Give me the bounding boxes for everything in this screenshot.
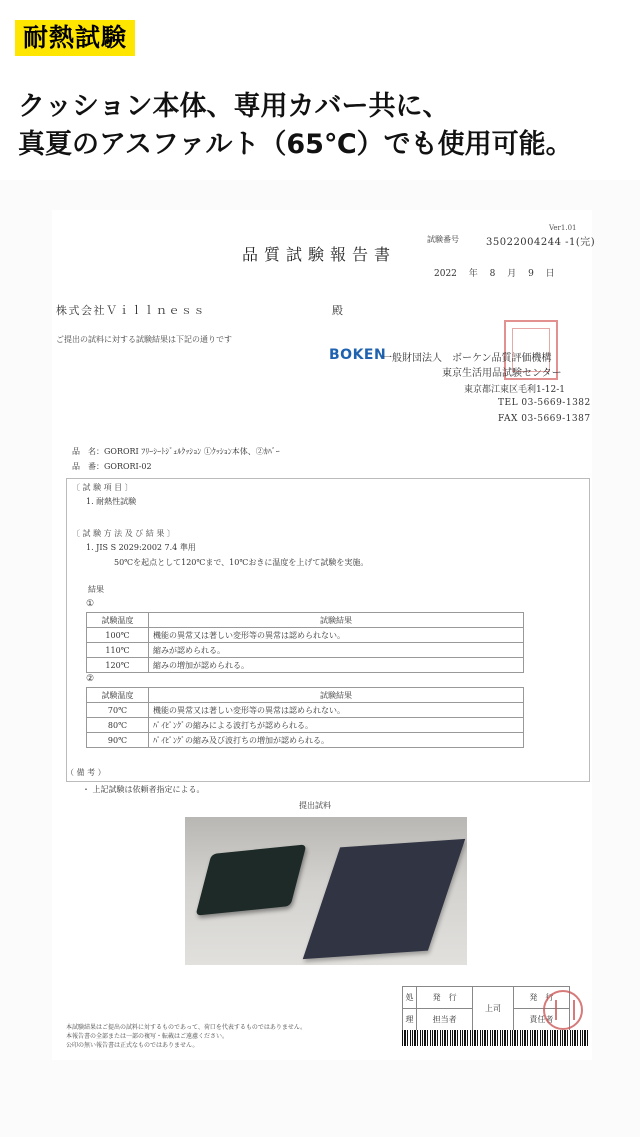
test-number-label: 試験番号 [427, 235, 459, 244]
cell-temp: 120℃ [87, 658, 149, 673]
organization-center: 東京生活用品試験センター [442, 368, 562, 379]
results-table-cushion [86, 612, 524, 673]
test-item-1: 1. 耐熱性試験 [86, 497, 137, 506]
table-row [87, 643, 524, 658]
stamp-dept-2: 理 [403, 1009, 417, 1031]
table-row [87, 628, 524, 643]
cell-result: ﾊﾟｲﾋﾟﾝｸﾞの縮みによる波打ちが認められる。 [149, 718, 524, 733]
remark-item: ・ 上記試験は依頼者指定による。 [82, 785, 205, 794]
stamp-manager: 上司 [473, 987, 514, 1031]
group-1-marker: ① [86, 599, 95, 609]
footnote-3: 公印の無い報告書は正式なものではありません。 [66, 1042, 199, 1049]
cell-result: 縮みが認められる。 [149, 643, 524, 658]
sample-label: 提出試料 [299, 801, 331, 810]
boken-logo: BOKEN [329, 347, 387, 363]
group-2-marker: ② [86, 674, 95, 684]
headline-line-1: クッション本体、専用カバー共に、 [18, 91, 450, 122]
addressee: 株式会社Ｖｉｌｌｎｅｓｓ [56, 304, 206, 317]
footnote-1: 本試験結果はご提出の試料に対するものであって、荷口を代表するものではありません。 [66, 1024, 307, 1031]
results-label: 結果 [88, 585, 104, 594]
footnote-2: 本報告書の全部または一部の複写・転載はご遠慮ください。 [66, 1033, 229, 1040]
header-temp: 試験温度 [87, 688, 149, 703]
stamp-issue: 発 行 [417, 987, 473, 1009]
intro-text: ご提出の試料に対する試験結果は下記の通りです [56, 335, 232, 344]
barcode [402, 1030, 590, 1046]
stamp-issue-2: 発 行 [513, 987, 569, 1009]
honorific: 殿 [332, 304, 343, 317]
stamp-dept: 処 [403, 987, 417, 1009]
section-test-items: 〔 試 験 項 目 〕 [72, 483, 133, 492]
cell-result: 機能の異常又は著しい変形等の異常は認められない。 [149, 703, 524, 718]
stamp-responsible: 責任者 [513, 1009, 569, 1031]
cell-temp: 80℃ [87, 718, 149, 733]
table-row [87, 703, 524, 718]
cell-temp: 90℃ [87, 733, 149, 748]
table-row [87, 733, 524, 748]
test-method-description: 50℃を起点として120℃まで、10℃おきに温度を上げて試験を実施。 [114, 558, 369, 567]
test-report-document [52, 210, 596, 1060]
header-result: 試験結果 [149, 613, 524, 628]
test-number: 35022004244 -1(完) [486, 237, 596, 248]
official-seal-round [543, 990, 583, 1030]
product-name: 品 名：GORORI ﾌﾘｰｼｰﾄｼﾞｪﾙｸｯｼｮﾝ ①ｸｯｼｮﾝ本体、②ｶﾊﾞｰ [72, 447, 280, 456]
report-title: 品質試験報告書 [242, 245, 397, 264]
report-date: 2022 年 8 月 9 日 [434, 269, 555, 279]
section-method-results: 〔 試 験 方 法 及 び 結 果 〕 [72, 529, 175, 538]
organization-name: 一般財団法人 ボーケン品質評価機構 [382, 353, 552, 364]
cell-temp: 70℃ [87, 703, 149, 718]
cell-temp: 110℃ [87, 643, 149, 658]
test-method: 1. JIS S 2029:2002 7.4 準用 [86, 543, 196, 552]
results-table-cover [86, 687, 524, 748]
cell-temp: 100℃ [87, 628, 149, 643]
organization-address: 東京都江東区毛利1-12-1 [464, 385, 565, 395]
cell-result: ﾊﾟｲﾋﾟﾝｸﾞの縮み及び波打ちの増加が認められる。 [149, 733, 524, 748]
table-header-row [87, 688, 524, 703]
section-badge: 耐熱試験 [15, 20, 135, 56]
header-result: 試験結果 [149, 688, 524, 703]
cell-result: 縮みの増加が認められる。 [149, 658, 524, 673]
product-number: 品 番：GORORI-02 [72, 462, 152, 471]
cell-result: 機能の異常又は著しい変形等の異常は認められない。 [149, 628, 524, 643]
headline-line-2: 真夏のアスファルト（65℃）でも使用可能。 [18, 129, 573, 160]
stamp-person: 担当者 [417, 1009, 473, 1031]
header-temp: 試験温度 [87, 613, 149, 628]
headline [18, 88, 628, 164]
sample-photo [185, 817, 467, 965]
table-row [87, 718, 524, 733]
version-label: Ver1.01 [549, 224, 577, 232]
remarks-heading: （ 備 考 ） [66, 768, 106, 777]
table-header-row [87, 613, 524, 628]
organization-tel: TEL 03-5669-1382 [498, 398, 591, 408]
organization-fax: FAX 03-5669-1387 [498, 414, 591, 424]
table-row [87, 658, 524, 673]
